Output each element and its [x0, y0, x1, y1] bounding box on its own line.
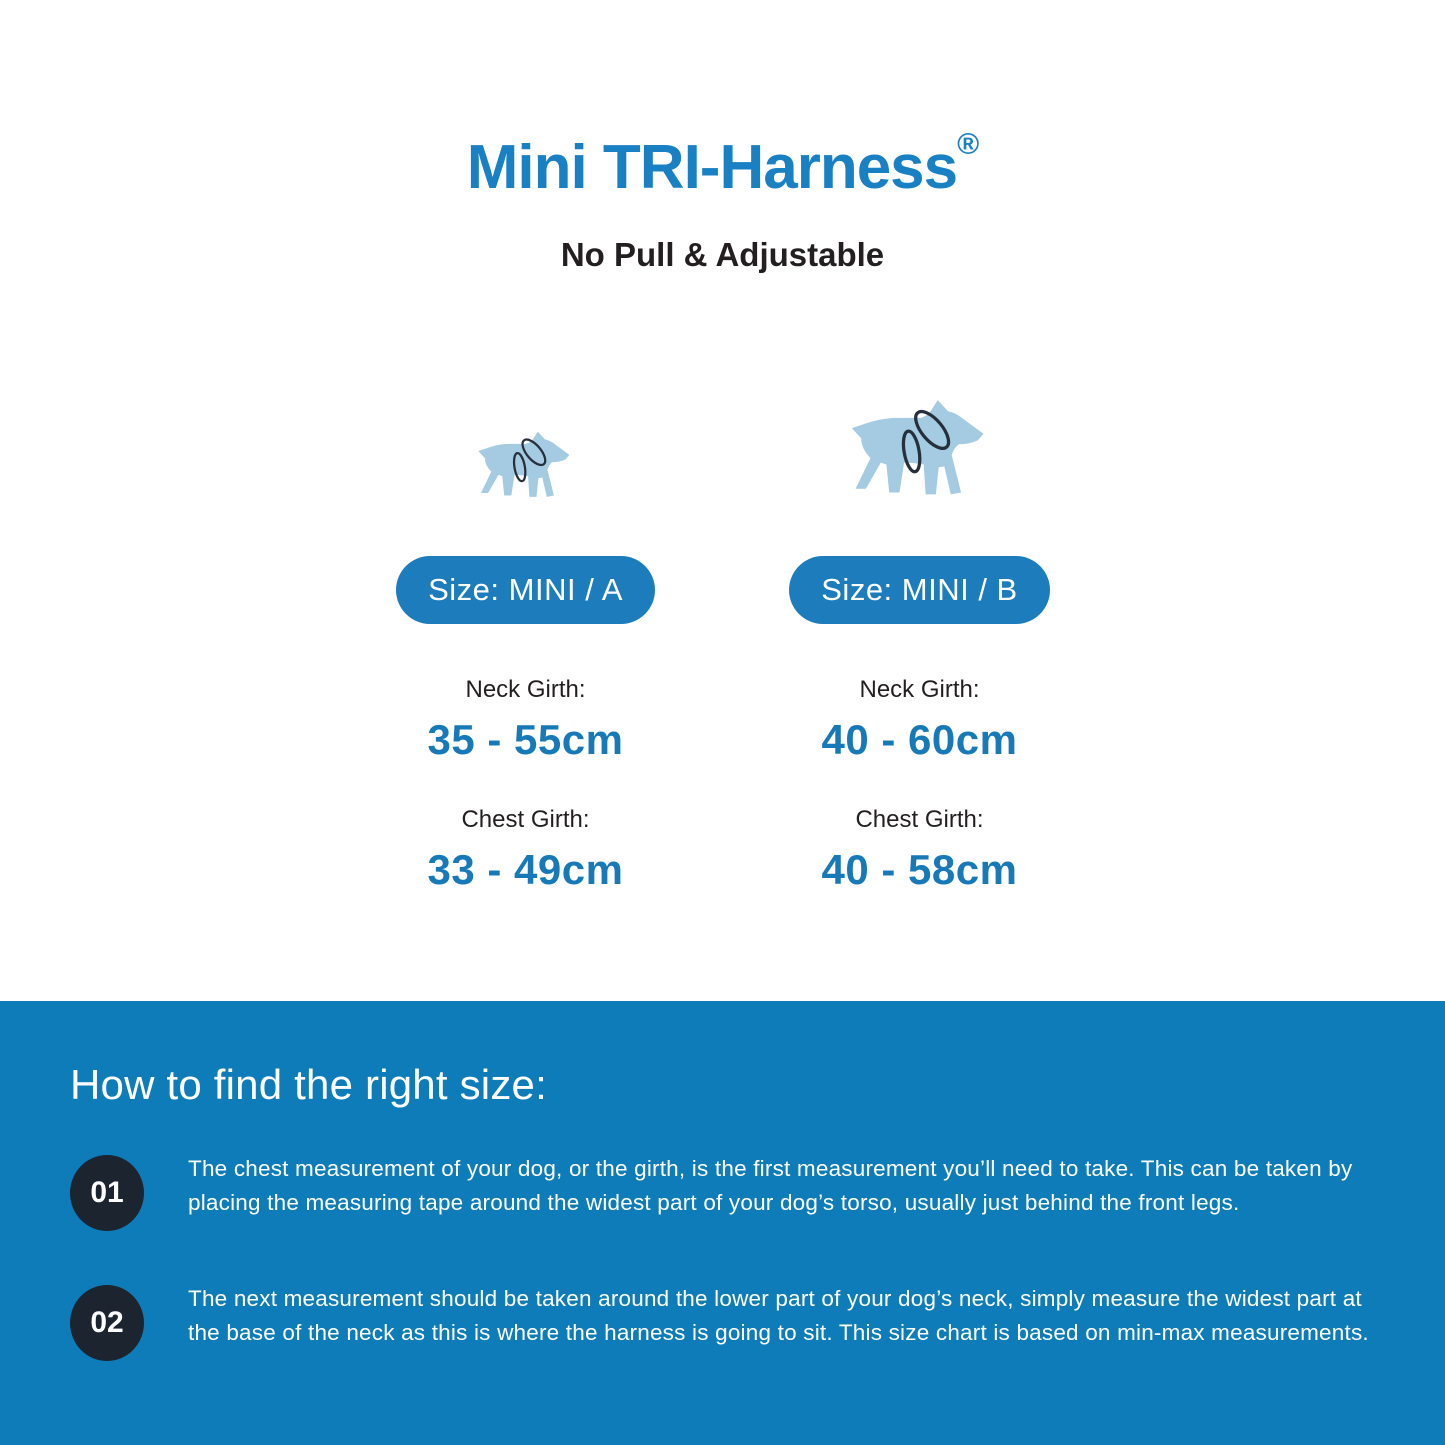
- neck-girth-value: 40 - 60cm: [821, 716, 1018, 763]
- neck-girth-label: Neck Girth:: [859, 676, 980, 703]
- dog-box-large: [723, 390, 1117, 502]
- large-dog-with-measurement-rings-icon: [850, 399, 990, 502]
- chest-girth-label: Chest Girth:: [461, 806, 590, 833]
- step-1-text: The chest measurement of your dog, or the girth, is the first measurement you’ll need to take. This can be taken by placing the measuring tape around the widest part of your dog’s torso, usually just behind the front legs.: [188, 1156, 1353, 1215]
- registered-trademark-symbol: ®: [957, 128, 979, 161]
- step-2-number-badge: 02: [70, 1285, 144, 1361]
- how-to-section: [0, 1001, 1445, 1445]
- size-columns: [0, 390, 1445, 894]
- page-title-text: Mini TRI-Harness: [466, 133, 958, 202]
- size-column-mini-a: [329, 390, 723, 894]
- page-subtitle: No Pull & Adjustable: [560, 236, 885, 273]
- step-1-number-badge: 01: [70, 1155, 144, 1231]
- neck-girth-label: Neck Girth:: [465, 676, 586, 703]
- neck-girth-value: 35 - 55cm: [427, 716, 624, 763]
- page-title: [0, 128, 1445, 203]
- dog-box-small: [329, 390, 723, 502]
- chest-girth-label: Chest Girth:: [855, 806, 984, 833]
- how-to-step-2: [70, 1285, 1385, 1361]
- chest-girth-value: 40 - 58cm: [821, 846, 1018, 893]
- size-column-mini-b: [723, 390, 1117, 894]
- size-pill-mini-a[interactable]: Size: MINI / A: [396, 556, 655, 624]
- how-to-step-1: [70, 1155, 1385, 1231]
- how-to-heading: How to find the right size:: [70, 1061, 547, 1108]
- chest-girth-value: 33 - 49cm: [427, 846, 624, 893]
- step-2-text: The next measurement should be taken around the lower part of your dog’s neck, simply measure the widest part at the base of the neck as this is where the harness is going to sit. This size chart is based on min-max measurements.: [188, 1286, 1369, 1345]
- size-pill-mini-b[interactable]: Size: MINI / B: [789, 556, 1049, 624]
- small-dog-with-measurement-rings-icon: [477, 431, 574, 502]
